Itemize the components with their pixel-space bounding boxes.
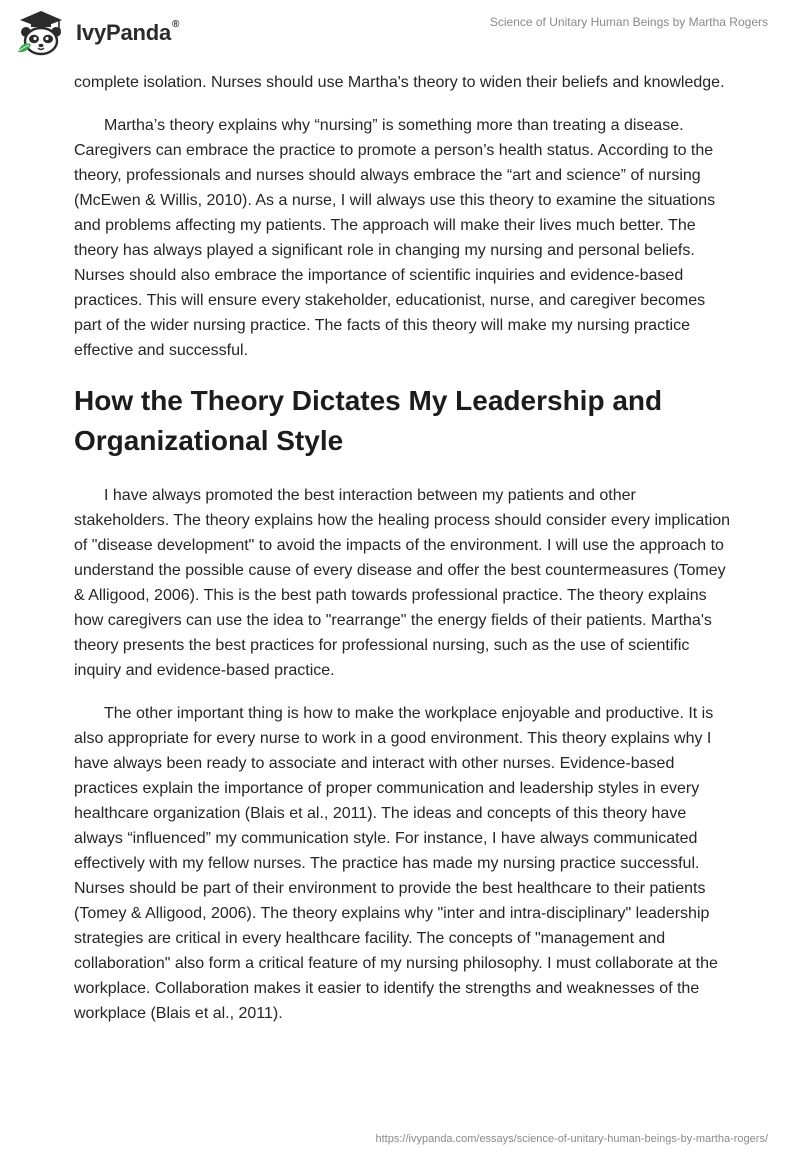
brand-name-text: IvyPanda	[76, 20, 172, 45]
brand-name	[76, 19, 180, 45]
essay-body	[74, 70, 734, 1044]
document-title: Science of Unitary Human Beings by Martha Rogers	[489, 15, 768, 29]
registered-mark: ®	[172, 19, 180, 30]
ivypanda-logo[interactable]	[14, 8, 179, 58]
page-header	[0, 0, 800, 70]
section-heading: How the Theory Dictates My Leadership and Organizational Style	[74, 385, 663, 456]
paragraph: Martha’s theory explains why “nursing” is something more than treating a disease. Caregivers can embrace the practice to promote a person’s health status. According to the theory, professionals and nurses should always embrace the “art and science” of nursing (McEwen & Willis, 2010). As a nurse, I will always use this theory to examine the situations and problems affecting my patients. The approach will make their lives much better. The theory has always played a significant role in changing my nursing and personal beliefs. Nurses should also embrace the importance of scientific inquiries and evidence-based practices. This will ensure every stakeholder, educationist, nurse, and caregiver becomes part of the wider nursing practice. The facts of this theory will make my nursing practice effective and successful.	[74, 117, 716, 359]
panda-graduate-icon	[14, 8, 70, 58]
paragraph: I have always promoted the best interaction between my patients and other stakeholders. The theory explains how the healing process should consider every implication of "disease development" to avoid the impacts of the environment. I will use the approach to understand the possible cause of every disease and offer the best countermeasures (Tomey & Alligood, 2006). This is the best path towards professional practice. The theory explains how caregivers can use the idea to "rearrange" the energy fields of their patients. Martha's theory presents the best practices for professional nursing, such as the use of scientific inquiry and evidence-based practice.	[74, 487, 731, 679]
paragraph-continued: complete isolation. Nurses should use Martha's theory to widen their beliefs and knowledge.	[74, 74, 725, 91]
paragraph: The other important thing is how to make the workplace enjoyable and productive. It is also appropriate for every nurse to work in a good environment. This theory explains why I have always been ready to associate and interact with other nurses. Evidence-based practices explain the importance of proper communication and leadership styles in every healthcare organization (Blais et al., 2011). The ideas and concepts of this theory have always “influenced” my communication style. For instance, I have always communicated effectively with my fellow nurses. The practice has made my nursing practice successful. Nurses should be part of their environment to provide the best healthcare to their patients (Tomey & Alligood, 2006). The theory explains why "inter and intra-disciplinary" leadership strategies are critical in every healthcare facility. The concepts of "management and collaboration" also form a critical feature of my nursing philosophy. I must collaborate at the workplace. Collaboration makes it easier to identify the strengths and weaknesses of the workplace (Blais et al., 2011).	[74, 705, 718, 1022]
source-url[interactable]: https://ivypanda.com/essays/science-of-unitary-human-beings-by-martha-rogers/	[375, 1133, 768, 1145]
